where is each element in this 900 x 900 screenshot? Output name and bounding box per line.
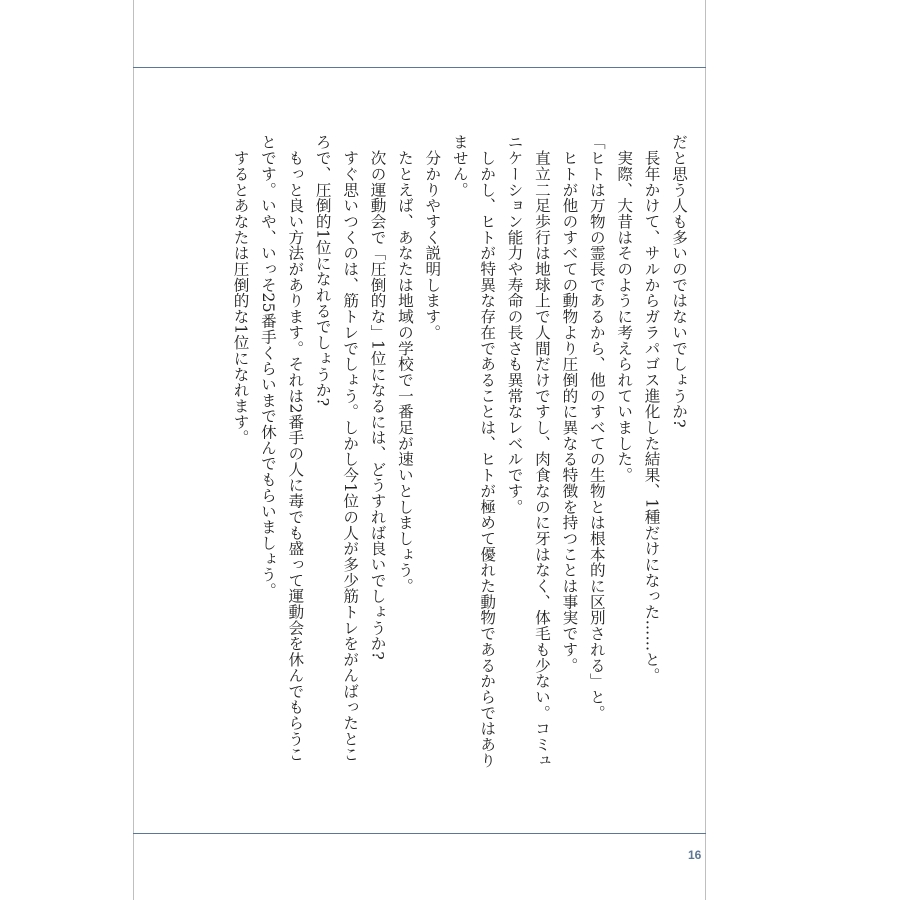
text-line: するとあなたは圧倒的な1位になれます。	[231, 134, 250, 446]
text-line: 実際、大昔はそのように考えられていました。	[615, 134, 634, 483]
text-line: 長年かけて、サルからガラパゴス進化した結果、1種だけになった……と。	[642, 134, 661, 684]
page-number: 16	[688, 848, 702, 862]
text-line: 直立二足歩行は地球上で人間だけですし、肉食なのに牙はなく、体毛も少ない。コミュ	[532, 134, 551, 768]
text-line: ニケーション能力や寿命の長さも異常なレベルです。	[505, 134, 524, 515]
text-line: 「ヒトは万物の霊長であるから、他のすべての生物とは根本的に区別される」と。	[587, 134, 606, 721]
text-line: ろで、圧倒的1位になれるでしょうか?	[313, 134, 332, 407]
text-line: すぐ思いつくのは、筋トレでしょう。しかし今1位の人が多少筋トレをがんばったとこ	[341, 134, 360, 763]
text-line: だと思う人も多いのではないでしょうか?	[670, 134, 688, 428]
text-line: とです。いや、いっそ25番手くらいまで休んでもらいましょう。	[258, 134, 277, 599]
text-line: ません。	[450, 134, 469, 198]
footer-rule	[133, 833, 706, 834]
vertical-body-text	[226, 134, 692, 784]
text-line: 次の運動会で「圧倒的な」1位になるには、どうすれば良いでしょうか?	[368, 134, 387, 660]
text-line: ヒトが他のすべての動物より圧倒的に異なる特徴を持つことは事実です。	[560, 134, 579, 673]
text-line: もっと良い方法があります。それは2番手の人に毒でも盛って運動会を休んでもらうこ	[286, 134, 305, 763]
text-line: しかし、ヒトが特異な存在であることは、ヒトが極めて優れた動物であるからではあり	[478, 134, 497, 768]
header-rule	[133, 67, 706, 68]
text-line: たとえば、あなたは地域の学校で一番足が速いとしましょう。	[395, 134, 414, 594]
text-line: 分かりやすく説明します。	[423, 134, 442, 341]
